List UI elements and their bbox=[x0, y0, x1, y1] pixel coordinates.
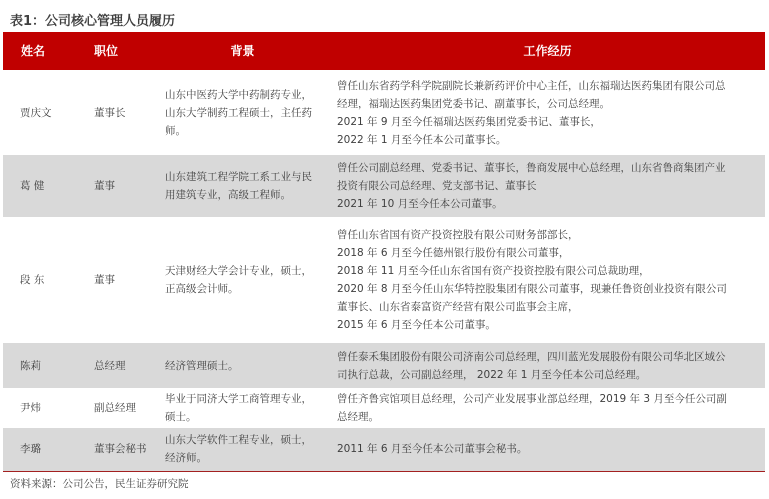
cell-position: 董事 bbox=[70, 155, 155, 217]
table-row bbox=[3, 343, 765, 388]
cell-name: 葛 健 bbox=[3, 155, 70, 217]
cell-name: 段 东 bbox=[20, 274, 45, 286]
cell-name: 尹炜 bbox=[20, 402, 41, 414]
table-row bbox=[3, 155, 765, 217]
cell-background bbox=[155, 428, 330, 471]
text-line: 2021 年 9 月至今任福瑞达医药集团党委书记、董事长， bbox=[337, 115, 601, 128]
cell-position: 董事会秘书 bbox=[70, 428, 155, 471]
table-row bbox=[3, 217, 765, 343]
header-position: 职位 bbox=[70, 32, 155, 70]
cell-position: 副总经理 bbox=[94, 402, 136, 414]
text-line: 2015 年 6 月至今任本公司董事。 bbox=[337, 319, 496, 331]
header-background: 背景 bbox=[155, 32, 330, 70]
cell-background bbox=[155, 217, 330, 343]
cell-background bbox=[155, 155, 330, 217]
text-line: 天津财经大学会计专业，硕士， bbox=[165, 265, 312, 277]
text-line: 2022 年 1 月至今任本公司董事长。 bbox=[337, 133, 507, 146]
cell-position: 董事长 bbox=[94, 106, 126, 119]
text-line: 曾任山东省国有资产投资控股有限公司财务部部长， bbox=[337, 229, 579, 241]
table-title: 表1：公司核心管理人员履历 bbox=[10, 14, 176, 29]
cell-name: 贾庆文 bbox=[20, 106, 52, 119]
text-line: 山东大学软件工程专业，硕士， bbox=[165, 434, 312, 447]
cell-experience bbox=[330, 388, 765, 428]
text-line: 司执行总裁，公司副总经理， 2022 年 1 月至今任本公司总经理。 bbox=[337, 368, 647, 381]
text-line: 硕士。 bbox=[165, 411, 197, 423]
text-line: 师。 bbox=[165, 124, 186, 137]
cell-experience bbox=[330, 155, 765, 217]
text-line: 山东中医药大学中药制药专业， bbox=[165, 88, 312, 101]
cell-background bbox=[155, 388, 330, 428]
cell-name: 李璐 bbox=[3, 428, 70, 471]
text-line: 2011 年 6 月至今任本公司董事会秘书。 bbox=[337, 443, 528, 456]
text-line: 曾任齐鲁宾馆项目总经理，公司产业发展事业部总经理，2019 年 3 月至今任公司副 bbox=[337, 393, 727, 405]
text-line: 经济师。 bbox=[165, 452, 207, 465]
text-line: 正高级会计师。 bbox=[165, 283, 239, 295]
table-row bbox=[3, 428, 765, 471]
text-line: 毕业于同济大学工商管理专业， bbox=[165, 393, 312, 405]
cell-name: 陈莉 bbox=[3, 343, 70, 388]
cell-background bbox=[155, 70, 330, 155]
text-line: 2018 年 6 月至今任德州银行股份有限公司董事， bbox=[337, 247, 570, 259]
source-note: 资料来源：公司公告，民生证券研究院 bbox=[10, 478, 189, 490]
cell-position: 总经理 bbox=[70, 343, 155, 388]
text-line: 总经理。 bbox=[337, 411, 379, 423]
table-header-row bbox=[3, 32, 765, 70]
header-name: 姓名 bbox=[3, 32, 70, 70]
text-line: 曾任公司副总经理、党委书记、董事长，鲁商发展中心总经理，山东省鲁商集团产业 bbox=[337, 162, 726, 174]
text-line: 投资有限公司总经理、党支部书记、董事长 bbox=[337, 180, 537, 192]
header-experience: 工作经历 bbox=[330, 32, 765, 70]
text-line: 2018 年 11 月至今任山东省国有资产投资控股有限公司总裁助理， bbox=[337, 265, 650, 277]
text-line: 用建筑专业，高级工程师。 bbox=[165, 189, 291, 201]
text-line: 2021 年 10 月至今任本公司董事。 bbox=[337, 198, 503, 210]
cell-experience bbox=[330, 70, 765, 155]
cell-background bbox=[155, 343, 330, 388]
text-line: 经理，福瑞达医药集团党委书记、副董事长，公司总经理。 bbox=[337, 97, 610, 110]
cell-position: 董事 bbox=[94, 274, 115, 286]
text-line: 山东建筑工程学院工系工业与民 bbox=[165, 171, 312, 183]
text-line: 经济管理硕士。 bbox=[165, 359, 239, 372]
text-line: 董事长、山东省泰富资产经营有限公司监事会主席， bbox=[337, 301, 579, 313]
management-table bbox=[3, 32, 765, 472]
text-line: 曾任山东省药学科学院副院长兼新药评价中心主任，山东福瑞达医药集团有限公司总 bbox=[337, 79, 726, 92]
cell-experience bbox=[330, 343, 765, 388]
text-line: 曾任泰禾集团股份有限公司济南公司总经理，四川蓝光发展股份有限公司华北区域公 bbox=[337, 350, 726, 363]
cell-experience bbox=[330, 428, 765, 471]
text-line: 2020 年 8 月至今任山东华特控股集团有限公司董事，现兼任鲁资创业投资有限公司 bbox=[337, 283, 727, 295]
cell-experience bbox=[330, 217, 765, 343]
text-line: 山东大学制药工程硕士，主任药 bbox=[165, 106, 312, 119]
table-row bbox=[3, 388, 765, 428]
table-row bbox=[3, 70, 765, 155]
